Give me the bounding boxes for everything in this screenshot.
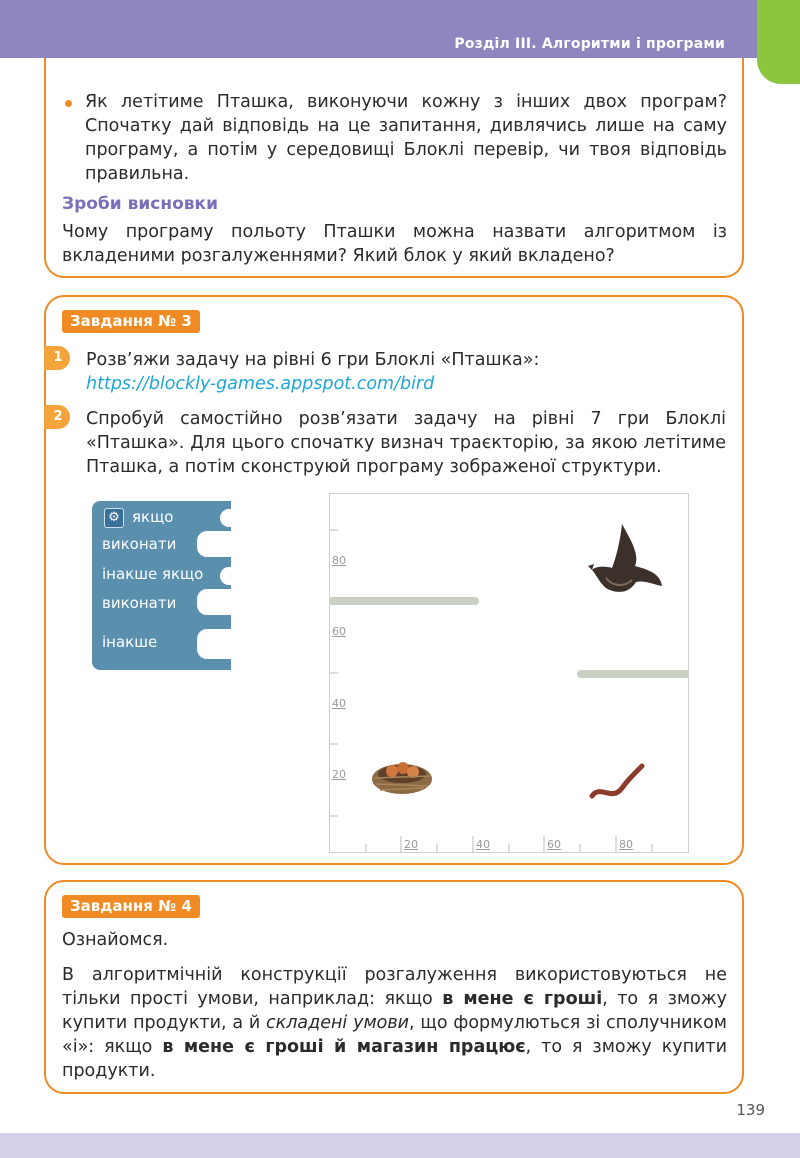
gear-icon: ⚙ — [104, 508, 124, 528]
task4-label: Завдання № 4 — [62, 895, 200, 918]
step1-text — [86, 348, 726, 396]
task4-intro: Ознайомся. — [62, 930, 169, 950]
step1-link[interactable]: https://blockly-games.appspot.com/bird — [86, 374, 435, 394]
bird-icon — [588, 524, 662, 592]
task4-bold-condition: в мене є гроші — [442, 989, 603, 1009]
block-do1-label: виконати — [102, 535, 177, 553]
block-if-label: якщо — [132, 508, 174, 526]
y-tick-label: 20 — [332, 768, 346, 781]
task4-text-part: , що формулються зі сполучником «і»: якщо — [62, 1013, 728, 1057]
statement-slot — [197, 531, 231, 557]
task3-label: Завдання № 3 — [62, 310, 200, 333]
worm-icon — [592, 766, 642, 796]
y-tick-label: 60 — [332, 625, 346, 638]
x-tick-label: 40 — [476, 838, 490, 851]
step1-badge: 1 — [44, 346, 70, 370]
footer-band — [0, 1133, 800, 1158]
conclusion-heading: Зроби висновки — [62, 194, 219, 214]
x-tick-label: 60 — [547, 838, 561, 851]
step2-text: Спробуй самостійно розв’язати задачу на рівні 7 гри Блоклі «Пташка». Для цього спочатку визнач траєкторію, за якою летітиме Пташка, а потім сконструюй програму зображеної структури. — [86, 409, 726, 477]
section-title: Розділ III. Алгоритми і програми — [454, 36, 725, 52]
step1-label: Розв’яжи задачу на рівні 6 гри Блоклі «Пташка»: — [86, 350, 540, 370]
task4-paragraph — [62, 963, 727, 1083]
task4-text-part: В алгоритмічній конструкції розгалуження використовуються не тільки прості умови, наприклад: якщо — [62, 965, 727, 1009]
blockly-if-block — [92, 501, 231, 670]
y-tick-label: 80 — [332, 554, 346, 567]
x-tick-label: 20 — [404, 838, 418, 851]
nest-icon — [372, 762, 432, 794]
statement-slot — [197, 629, 231, 659]
block-do2-label: виконати — [102, 594, 177, 612]
block-elseif-label: інакше якщо — [102, 565, 204, 583]
block-else-label: інакше — [102, 633, 158, 651]
x-tick-label: 80 — [619, 838, 633, 851]
bullet-text: Як летітиме Пташка, виконуючи кожну з інших двох програм? Спочатку дай відповідь на це запитання, дивлячись лише на саму програму, а потім у середовищі Блоклі перевір, чи твоя відповідь правильна. — [85, 92, 727, 184]
chapter-tab — [757, 0, 800, 84]
task4-bold-condition: в мене є гроші й магазин працює — [162, 1037, 526, 1057]
input-notch — [220, 567, 231, 585]
bird-game-field — [329, 493, 689, 853]
task4-italic-term: складені умови — [266, 1013, 410, 1033]
step2-badge: 2 — [44, 405, 70, 429]
statement-slot — [197, 589, 231, 615]
task4-text-part: , то я зможу купити продукти, а й — [62, 989, 727, 1033]
input-notch — [220, 509, 231, 527]
y-tick-label: 40 — [332, 697, 346, 710]
conclusion-text: Чому програму польоту Пташки можна назвати алгоритмом із вкладеними розгалуженнями? Який блок у який вкладено? — [62, 222, 727, 266]
bullet-icon — [65, 100, 72, 107]
game-canvas — [330, 494, 688, 852]
task4-text-part: , то я зможу купити продукти. — [62, 1037, 728, 1081]
page-number: 139 — [736, 1101, 765, 1119]
